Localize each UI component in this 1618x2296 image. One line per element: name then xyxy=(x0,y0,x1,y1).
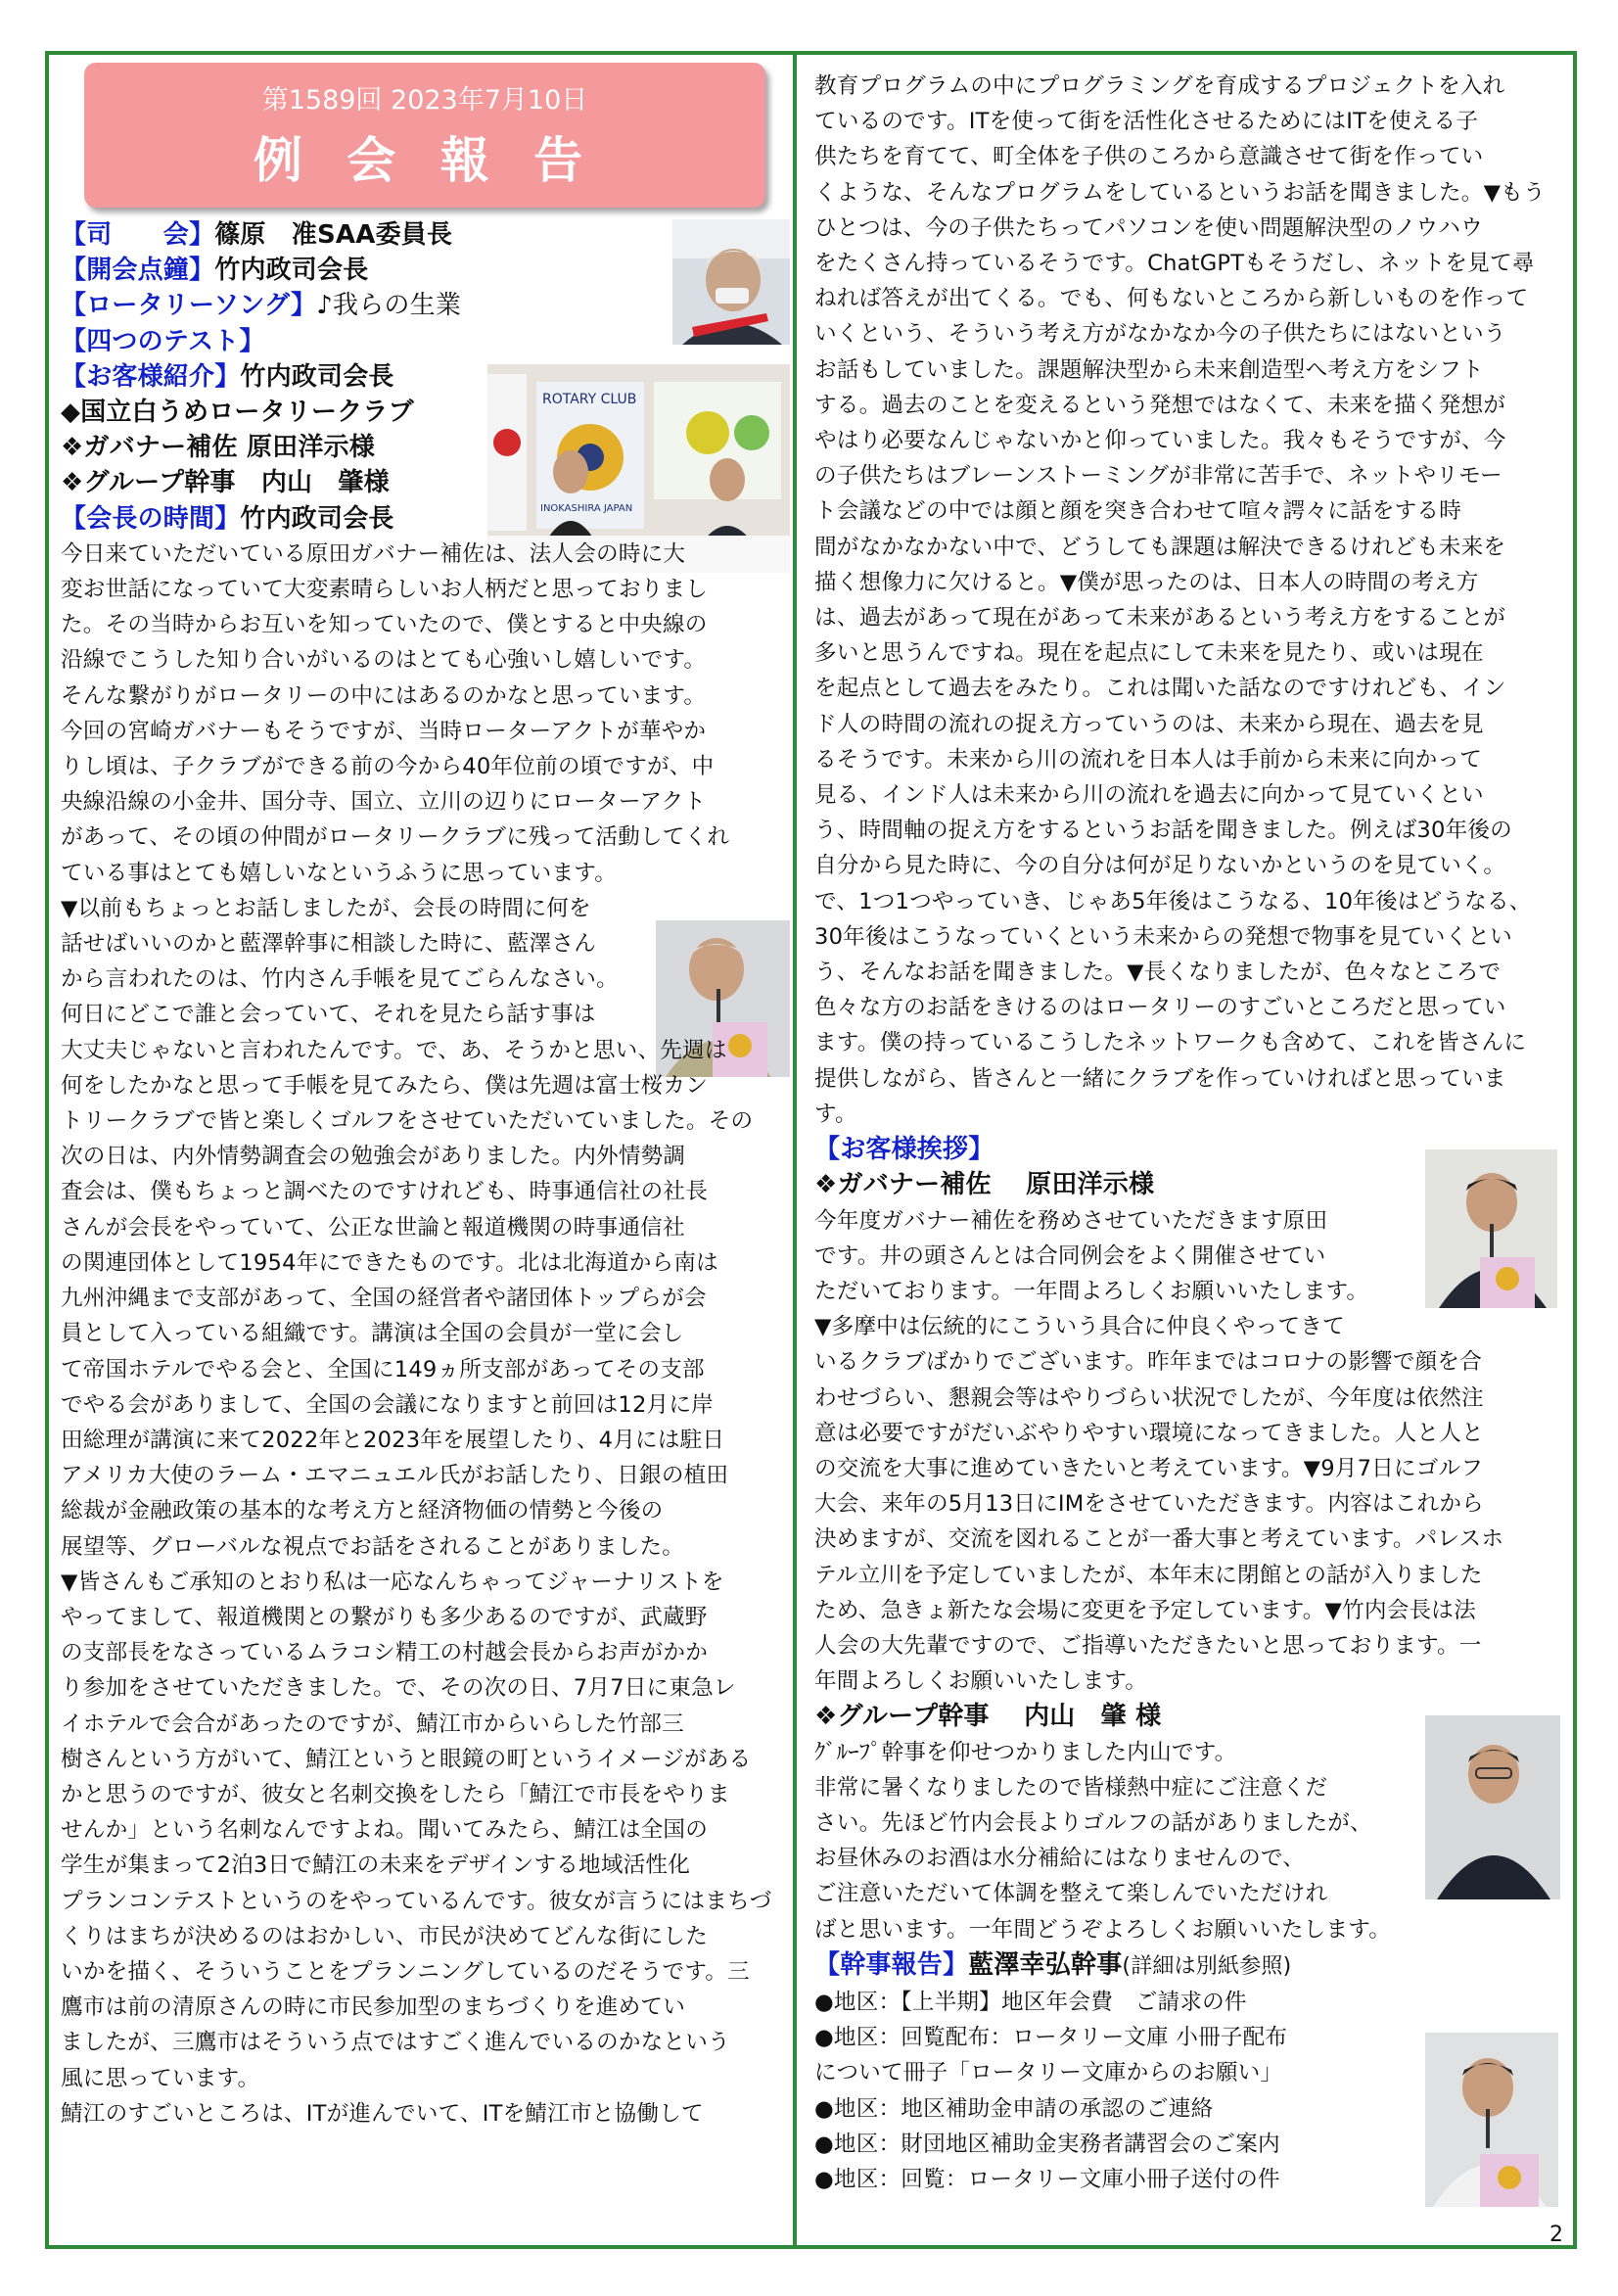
section-secretary-report: 【幹事報告】藍澤幸弘幹事(詳細は別紙参照) xyxy=(814,1949,1292,1980)
guest-1: ◆国立白うめロータリークラブ xyxy=(61,398,414,428)
banner-top-text: ROTARY CLUB xyxy=(542,392,637,407)
continued-paragraph: 教育プログラムの中にプログラミングを育成するプロジェクトを入れ ているのです。ITを使って街を活性化させるためにはITを使える子 供たちを育てて、町全体を子供のころから意識させて街を作ってい くような、そんなプログラムをしているというお話を聞きました。▼もう ひとつは、今の子供たちってパソコンを使い問題解決型のノウハウ をたくさん持っているそうです。ChatGPTもそうだし、ネットを見て尋 ねれば答えが出てくる。でも、何もないところから新しいものを作って いくという、そういう考え方がなかなか今の子供たちにはないという お話もしていました。課題解決型から未来創造型へ考え方をシフト する。過去のことを変えるという発想ではなくて、未来を描く発想が やはり必要なんじゃないかと仰っていました。我々もそうですが、今 の子供たちはブレーンストーミングが非常に苦手で、ネットやリモー ト会議などの中では顔と顔を突き合わせて喧々諤々に話をする時 間がなかなかない中で、どうしても課題は解決できるけれども未来を 描く想像力に欠けると。▼僕が思ったのは、日本人の時間の考え方 は、過去があって現在があって未来があるという考え方をすることが 多いと思うんですね。現在を起点にして未来を見たり、或いは現在 を起点として過去をみたり。これは聞いた話なのですけれども、イン ド人の時間の流れの捉え方っていうのは、未来から現在、過去を見 るそうです。未来から川の流れを日本人は手前から未来に向かって 見る、インド人は未来から川の流れを過去に向かって見ていくとい う、時間軸の捉え方をするというお話を聞きました。例えば30年後の 自分から見た時に、今の自分は何が足りないかというのを見ていく。 で、1つ1つやっていき、じゃあ5年後はこうなる、10年後はどうなる、 30年後はこうなっていくという未来からの発想で物事を見ていくとい う、そんなお話を聞きました。▼長くなりましたが、色々なところで 色々な方のお話をきけるのはロータリーのすごいところだと思ってい ます。僕の持っているこうしたネットワークも含めて、これを皆さんに 提供しながら、皆さんと一緒にクラブを作っていければと思っていま す。 xyxy=(814,73,1546,1127)
report-item: ●地区：回覧配布：ロータリー文庫 小冊子配布 xyxy=(814,2025,1288,2051)
page-number: 2 xyxy=(1549,2223,1563,2247)
column-divider xyxy=(793,51,797,2249)
greeting-name-2: ❖グループ幹事 内山 肇 様 xyxy=(814,1702,1162,1732)
row-guest-intro: 【お客様紹介】竹内政司会長 xyxy=(61,361,394,392)
report-item: ●地区：【上半期】地区年会費 ご請求の件 xyxy=(814,1989,1247,2015)
banner-bottom-text: INOKASHIRA JAPAN xyxy=(540,503,633,514)
row-opening-bell: 【開会点鐘】竹内政司会長 xyxy=(61,256,369,286)
greeting-paragraph-1: 今年度ガバナー補佐を務めさせていただきます原田 です。井の頭さんとは合同例会をよく開催させてい ただいております。一年間よろしくお願いいたします。 ▼多摩中は伝統的にこういう具合に仲良くやってきて いるクラブばかりでございます。昨年まではコロナの影響で顔を合 わせづらい、懇親会等はやりづらい状況でしたが、今年度は依然注 意は必要ですがだいぶやりやすい環境になってきました。人と人と の交流を大事に進めていきたいと考えています。▼9月7日にゴルフ 大会、来年の5月13日にIMをさせていただきます。内容はこれから 決めますが、交流を図れることが一番大事と考えています。パレスホ テル立川を予定していましたが、本年末に閉館との話が入りました ため、急きょ新たな会場に変更を予定しています。▼竹内会長は法 人会の大先輩ですので、ご指導いただきたいと思っております。一 年間よろしくお願いいたします。 xyxy=(814,1207,1504,1695)
report-title: 例 会 報 告 xyxy=(253,132,597,189)
president-paragraph-2: ▼以前もちょっとお話しましたが、会長の時間に何を 話せばいいのかと藍澤幹事に相談した時に、藍澤さん から言われたのは、竹内さん手帳を見てごらんなさい。 何日にどこで誰と会っていて、それを見たら話す事は 大丈夫じゃないと言われたんです。で、あ、そうかと思い、先週は 何をしたかなと思って手帳を見てみたら、僕は先週は富士桜カン トリークラブで皆と楽しくゴルフをさせていただいていました。その 次の日は、内外情勢調査会の勉強会がありました。内外情勢調 査会は、僕もちょっと調べたのですけれども、時事通信社の社長 さんが会長をやっていて、公正な世論と報道機関の時事通信社 の関連団体として1954年にできたものです。北は北海道から南は 九州沖縄まで支部があって、全国の経営者や諸団体トップらが会 員として入っている組織です。講演は全国の会員が一堂に会し て帝国ホテルでやる会と、全国に149ヵ所支部があってその支部 でやる会がありまして、全国の会議になりますと前回は12月に岸 田総理が講演に来て2022年と2023年を展望したり、4月には駐日 アメリカ大使のラーム・エマニュエル氏がお話したり、日銀の植田 総裁が金融政策の基本的な考え方と経済物価の情勢と今後の 展望等、グローバルな視点でお話をされることがありました。 xyxy=(61,895,754,1560)
report-item: ●地区：財団地区補助金実務者講習会のご案内 xyxy=(814,2131,1280,2157)
row-four-way-test: 【四つのテスト】 xyxy=(61,326,265,356)
report-item: ●地区：地区補助金申請の承認のご連絡 xyxy=(814,2095,1214,2122)
left-column xyxy=(61,217,789,2132)
row-president-time: 【会長の時間】竹内政司会長 xyxy=(61,503,394,534)
report-item: について冊子「ロータリー文庫からのお願い」 xyxy=(814,2060,1283,2086)
right-column xyxy=(814,69,1568,2197)
meeting-date: 第1589回 2023年7月10日 xyxy=(261,85,588,116)
president-paragraph-1: 今日来ていただいている原田ガバナー補佐は、法人会の時に大 変お世話になっていて大変素晴らしいお人柄だと思っておりまし た。その当時からお互いを知っていたので、僕とすると中央線の 沿線でこうした知り合いがいるのはとても心強いし嬉しいです。 そんな繋がりがロータリーの中にはあるのかなと思っています。 今回の宮崎ガバナーもそうですが、当時ローターアクトが華やか りし頃は、子クラブができる前の今から40年位前の頃ですが、中 央線沿線の小金井、国分寺、国立、立川の辺りにローターアクト があって、その頃の仲間がロータリークラブに残って活動してくれ ている事はとても嬉しいなというふうに思っています。 xyxy=(61,540,730,886)
guest-2: ❖ガバナー補佐 原田洋示様 xyxy=(61,433,375,463)
greeting-name-1: ❖ガバナー補佐 原田洋示様 xyxy=(814,1170,1155,1200)
guest-3: ❖グループ幹事 内山 肇様 xyxy=(61,468,390,498)
greeting-paragraph-2: ｸﾞﾙｰﾌﾟ幹事を仰せつかりました内山です。 非常に暑くなりましたので皆様熱中症にご注意くだ さい。先ほど竹内会長よりゴルフの話がありましたが、 お昼休みのお酒は水分補給にはなりませんので、 ご注意いただいて体調を整えて楽しんでいただけれ ばと思います。一年間どうぞよろしくお願いいたします。 xyxy=(814,1739,1392,1943)
report-item: ●地区：回覧：ロータリー文庫小冊子送付の件 xyxy=(814,2166,1280,2192)
row-mc: 【司 会】篠原 准SAA委員長 xyxy=(61,220,453,250)
report-header xyxy=(84,63,765,208)
president-paragraph-3: ▼皆さんもご承知のとおり私は一応なんちゃってジャーナリストを やってまして、報道機関との繋がりも多少あるのですが、武蔵野 の支部長をなさっているムラコシ精工の村越会長からお声がかか り参加をさせていただきました。で、その次の日、7月7日に東急レ イホテルで会合があったのですが、鯖江市からいらした竹部三 樹さんという方がいて、鯖江というと眼鏡の町というイメージがある かと思うのですが、彼女と名刺交換をしたら「鯖江で市長をやりま せんか」という名刺なんですよね。聞いてみたら、鯖江は全国の 学生が集まって2泊3日で鯖江の未来をデザインする地域活性化 プランコンテストというのをやっているんです。彼女が言うにはまちづ くりはまちが決めるのはおかしい、市民が決めてどんな街にした いかを描く、そういうことをプランニングしているのだそうです。三 鷹市は前の清原さんの時に市民参加型のまちづくりを進めてい ましたが、三鷹市はそういう点ではすごく進んでいるのかなという 風に思っています。 鯖江のすごいところは、ITが進んでいて、ITを鯖江市と協働して xyxy=(61,1569,772,2127)
section-guest-greeting: 【お客様挨拶】 xyxy=(814,1135,994,1165)
row-rotary-song: 【ロータリーソング】♪我らの生業 xyxy=(61,291,462,321)
